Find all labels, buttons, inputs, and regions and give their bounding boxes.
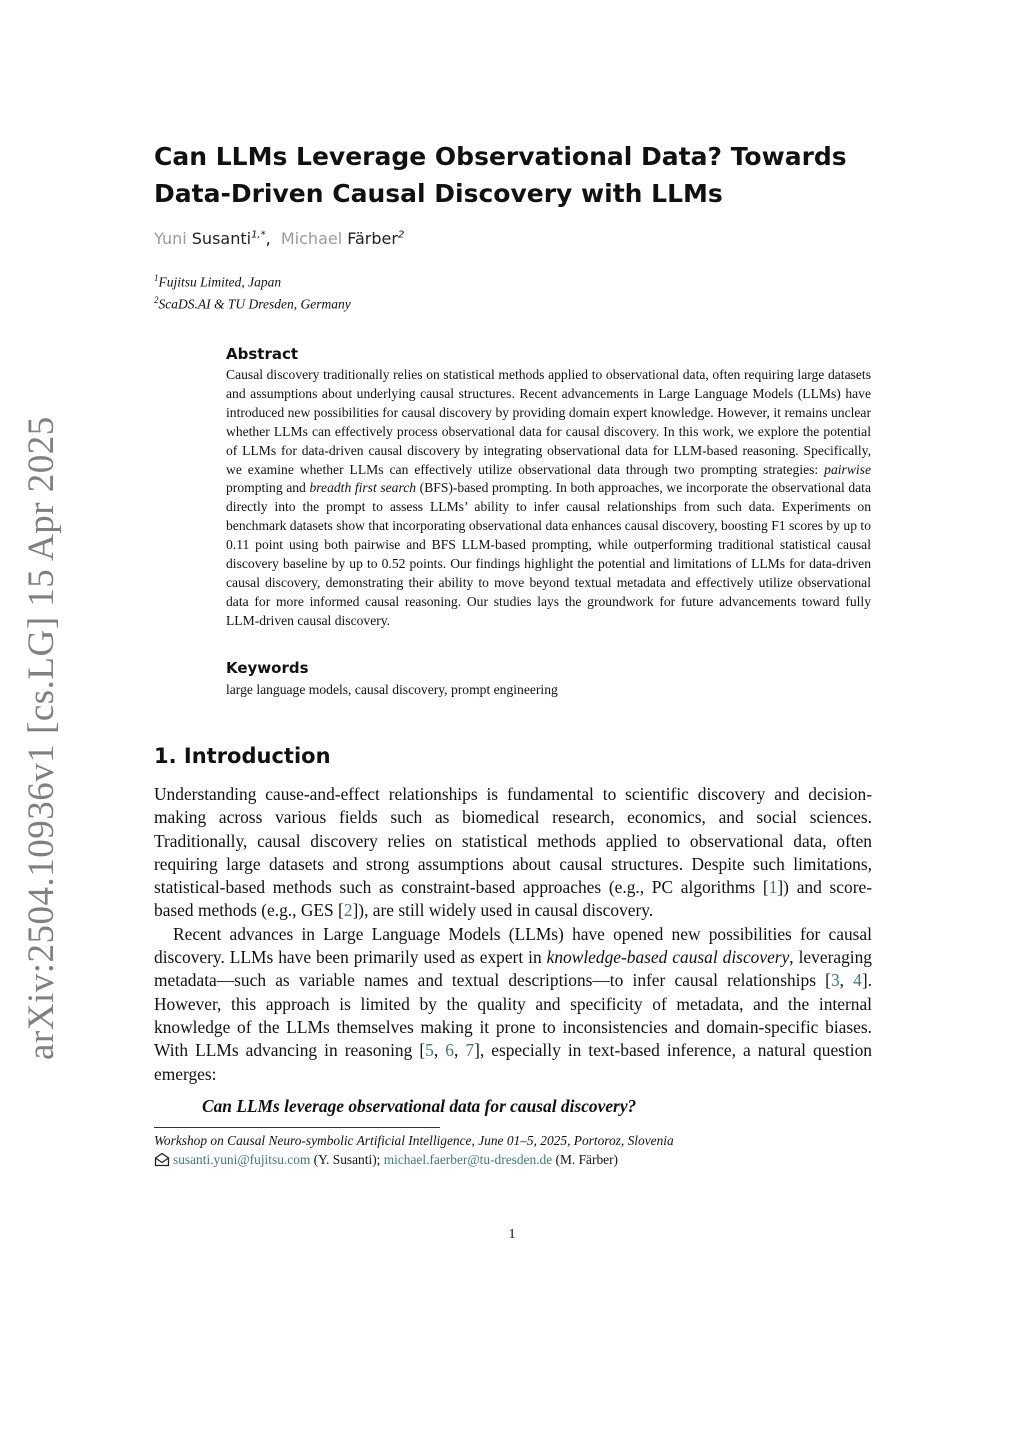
abstract-heading: Abstract xyxy=(226,345,299,363)
abstract-emphasis-pairwise: pairwise xyxy=(824,461,871,477)
keywords-text: large language models, causal discovery, prompt engineering xyxy=(226,682,558,697)
citation-separator: , xyxy=(433,1040,446,1061)
citation-link-4[interactable]: 4 xyxy=(853,970,862,991)
citation-link-5[interactable]: 5 xyxy=(425,1040,434,1061)
intro-p2-text-b: , leveraging metadata—such as variable names and textual descriptions—to infer causal relationships [ xyxy=(154,947,872,991)
citation-separator: , xyxy=(453,1040,466,1061)
abstract-part-2: prompting and xyxy=(226,480,310,496)
envelope-icon xyxy=(154,1152,170,1172)
footnote-emails xyxy=(154,1151,618,1172)
intro-p2-text-d: ], especially in text-based inference, a natural question emerges: xyxy=(154,1040,872,1084)
footnote-divider xyxy=(154,1127,440,1128)
introduction-paragraph-2 xyxy=(154,923,872,1086)
citation-link-2[interactable]: 2 xyxy=(343,900,353,921)
affiliation-2-text: ScaDS.AI & TU Dresden, Germany xyxy=(158,296,351,312)
author-2-family-name: Färber xyxy=(347,229,398,248)
title-line-2: Data-Driven Causal Discovery with LLMs xyxy=(154,179,723,208)
author-1-family-name: Susanti xyxy=(191,229,252,248)
keywords-heading: Keywords xyxy=(226,659,309,677)
keywords-section xyxy=(226,658,871,699)
author-list xyxy=(154,229,404,248)
affiliation-1-text: Fujitsu Limited, Japan xyxy=(158,274,282,290)
abstract-part-1: Causal discovery traditionally relies on statistical methods applied to observational data, often requiring large datasets and assumptions about underlying causal structures. Recent advancements in Large Language Models (LLMs) have introduced new possibilities for causal discovery by providing domain expert knowledge. However, it remains unclear whether LLMs can effectively process observational data for causal discovery. In this work, we explore the potential of LLMs for data-driven causal discovery by integrating observational data for LLM-based reasoning. Specifically, we examine whether LLMs can effectively utilize observational data through two prompting strategies: xyxy=(226,367,871,477)
author-2-affiliation-mark: 2 xyxy=(397,229,405,241)
author-1-given-name: Yuni xyxy=(154,229,187,248)
author-1[interactable] xyxy=(154,229,266,248)
intro-p2-text-c: ]. However, this approach is limited by the quality and specificity of metadata, and the internal knowledge of the LLMs themselves making it prone to inconsistencies and domain-specific biases. With LLMs advancing in reasoning [ xyxy=(154,970,872,1061)
footnote-venue: Workshop on Causal Neuro-symbolic Artificial Intelligence, June 01–5, 2025, Portoroz, Slovenia xyxy=(154,1133,674,1148)
intro-p1-text-c: ]), are still widely used in causal discovery. xyxy=(352,900,654,921)
email-owner-faerber: (M. Färber) xyxy=(552,1152,619,1167)
intro-p2-text-a: Recent advances in Large Language Models (LLMs) have opened new possibilities for causal discovery. LLMs have been primarily used as expert in xyxy=(154,923,872,968)
citation-link-1[interactable]: 1 xyxy=(768,877,778,898)
abstract-emphasis-bfs: breadth first search xyxy=(309,480,417,496)
author-separator: , xyxy=(265,229,271,248)
email-link-susanti[interactable]: susanti.yuni@fujitsu.com xyxy=(173,1152,311,1167)
citation-link-3[interactable]: 3 xyxy=(830,970,840,991)
affiliation-1-mark: 1 xyxy=(154,273,159,283)
citation-separator: , xyxy=(839,970,854,991)
introduction-paragraph-1 xyxy=(154,783,872,923)
paper-title xyxy=(154,138,874,212)
email-link-faerber[interactable]: michael.faerber@tu-dresden.de xyxy=(383,1152,553,1167)
introduction-body xyxy=(154,783,872,1086)
intro-p1-text-b: ]) and score-based methods (e.g., GES [ xyxy=(154,877,872,921)
intro-p2-emphasis: knowledge-based causal discovery xyxy=(546,947,790,968)
title-line-1: Can LLMs Leverage Observational Data? Towards xyxy=(154,142,847,171)
affiliation-1 xyxy=(154,273,281,291)
abstract-part-3: (BFS)-based prompting. In both approaches, we incorporate the observational data directly into the prompt to assess LLMs’ ability to infer causal relationships from such data. Experiments on benchmark datasets show that incorporating observational data enhances causal discovery, boosting F1 scores by up to 0.11 point using both pairwise and BFS LLM-based prompting, while outperforming traditional statistical causal discovery baseline by up to 0.52 points. Our findings highlight the potential and limitations of LLMs for data-driven causal discovery, demonstrating their ability to move beyond textual metadata and effectively utilize observational data for more informed causal reasoning. Our studies lays the groundwork for future advancements toward fully LLM-driven causal discovery. xyxy=(226,480,871,628)
introduction-heading: 1. Introduction xyxy=(154,744,331,768)
abstract-section xyxy=(226,344,871,631)
affiliation-2-mark: 2 xyxy=(154,295,159,305)
arxiv-identifier-stamp: arXiv:2504.10936v1 [cs.LG] 15 Apr 2025 xyxy=(21,416,62,1060)
author-1-affiliation-mark: 1,* xyxy=(251,229,266,241)
page-number: 1 xyxy=(508,1227,516,1242)
author-2[interactable] xyxy=(281,229,404,248)
citation-link-6[interactable]: 6 xyxy=(445,1040,454,1061)
intro-p1-text-a: Understanding cause-and-effect relationships is fundamental to scientific discovery and decision-making across various fields such as biomedical research, economics, and social sciences. Traditionally, causal discovery relies on statistical methods applied to observational data, often requiring large datasets and strong assumptions about causal structures. Despite such limitations, statistical-based methods such as constraint-based approaches (e.g., PC algorithms [ xyxy=(154,784,872,898)
citation-link-7[interactable]: 7 xyxy=(465,1040,475,1061)
email-owner-susanti: (Y. Susanti); xyxy=(310,1152,384,1167)
author-2-given-name: Michael xyxy=(280,229,343,248)
affiliation-2 xyxy=(154,295,351,313)
research-question: Can LLMs leverage observational data for causal discovery? xyxy=(202,1096,637,1116)
abstract-text xyxy=(226,366,871,631)
